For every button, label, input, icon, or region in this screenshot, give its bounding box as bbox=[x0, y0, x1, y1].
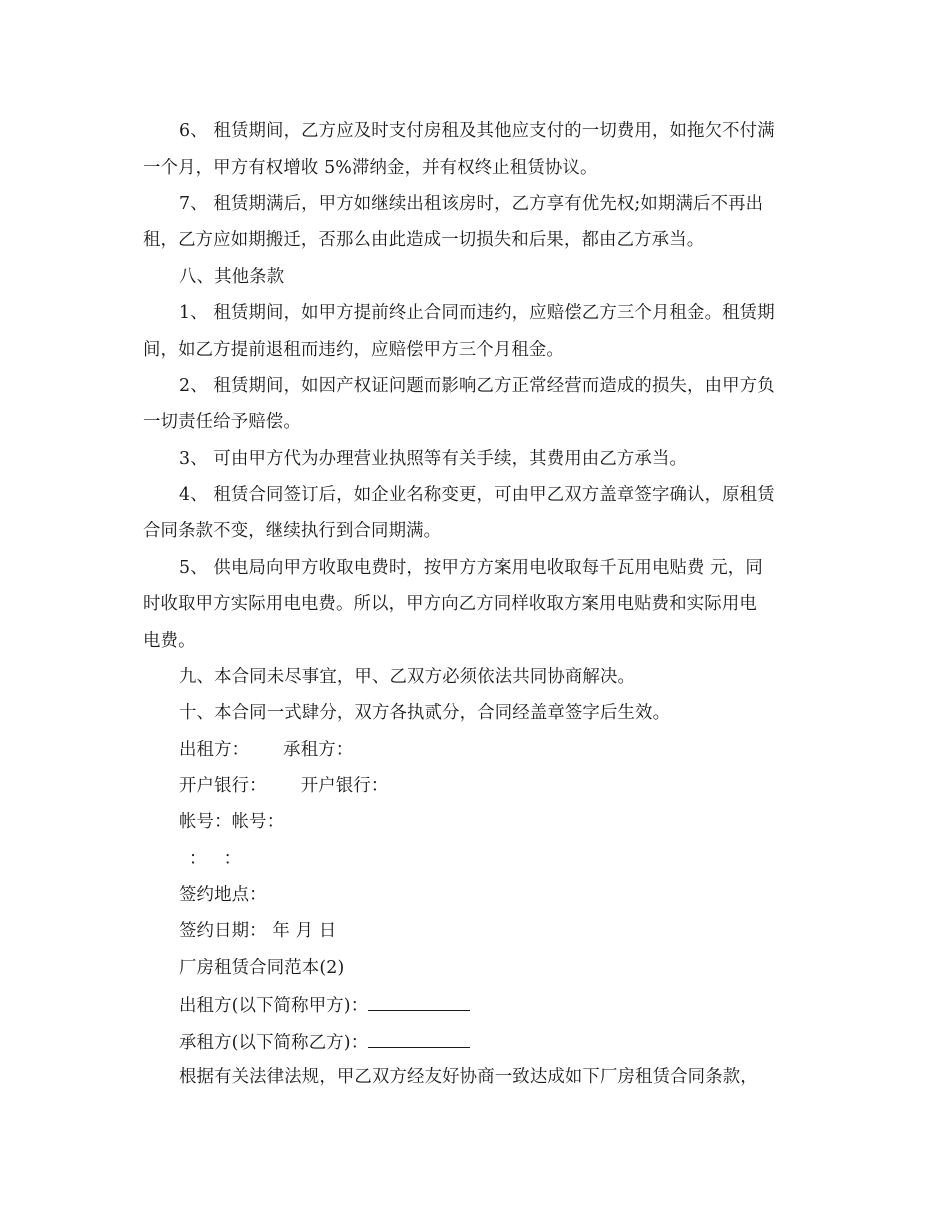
section-8-heading: 八、其他条款 bbox=[179, 267, 285, 287]
clause-6-line-1: 6、 租赁期间，乙方应及时支付房租及其他应支付的一切费用，如拖欠不付满 bbox=[179, 121, 775, 141]
next-section-title: 厂房租赁合同范本(2) bbox=[179, 958, 345, 978]
s8-clause-5-line-3: 电费。 bbox=[143, 631, 196, 651]
lessor-label: 出租方： bbox=[179, 740, 250, 760]
section-10: 十、本合同一式肆分，双方各执贰分，合同经盖章签字后生效。 bbox=[179, 703, 671, 723]
bank-line bbox=[179, 775, 849, 797]
s8-clause-3: 3、 可由甲方代为办理营业执照等有关手续，其费用由乙方承当。 bbox=[179, 449, 688, 469]
s8-clause-4-line-1: 4、 租赁合同签订后，如企业名称变更，可由甲乙双方盖章签字确认，原租赁 bbox=[179, 485, 775, 505]
party-a-blank bbox=[368, 993, 470, 1011]
party-a-label: 出租方(以下简称甲方)： bbox=[179, 996, 369, 1016]
section-9: 九、本合同未尽事宜，甲、乙双方必须依法共同协商解决。 bbox=[179, 667, 636, 687]
clause-6-line-2: 一个月，甲方有权增收 5%滞纳金，并有权终止租赁协议。 bbox=[143, 158, 598, 178]
account-line: 帐号：帐号： bbox=[179, 812, 285, 832]
s8-clause-5-line-1: 5、 供电局向甲方收取电费时，按甲方方案用电收取每千瓦用电贴费 元，同 bbox=[179, 558, 763, 578]
s8-clause-1-line-2: 间，如乙方提前退租而违约，应赔偿甲方三个月租金。 bbox=[143, 340, 564, 360]
s8-clause-1-line-1: 1、 租赁期间，如甲方提前终止合同而违约，应赔偿乙方三个月租金。租赁期 bbox=[179, 303, 775, 323]
clause-7-line-1: 7、 租赁期满后，甲方如继续出租该房时，乙方享有优先权;如期满后不再出 bbox=[179, 194, 764, 214]
colon-line bbox=[179, 848, 849, 870]
party-b-line bbox=[179, 1030, 849, 1054]
s8-clause-4-line-2: 合同条款不变，继续执行到合同期满。 bbox=[143, 521, 442, 541]
lessee-label: 承租方： bbox=[283, 740, 354, 760]
lessee-bank-label: 开户银行： bbox=[300, 776, 389, 796]
clause-7-line-2: 租，乙方应如期搬迁，否那么由此造成一切损失和后果，都由乙方承当。 bbox=[143, 230, 705, 250]
sign-date-line: 签约日期： 年 月 日 bbox=[179, 921, 337, 941]
sign-place-line: 签约地点： bbox=[179, 885, 267, 905]
party-b-blank bbox=[368, 1030, 470, 1048]
s8-clause-2-line-1: 2、 租赁期间，如因产权证问题而影响乙方正常经营而造成的损失，由甲方负 bbox=[179, 376, 775, 396]
party-a-line bbox=[179, 993, 849, 1017]
s8-clause-2-line-2: 一切责任给予赔偿。 bbox=[143, 412, 301, 432]
party-b-label: 承租方(以下简称乙方)： bbox=[179, 1033, 369, 1053]
lessor-bank-label: 开户银行： bbox=[179, 776, 267, 796]
colons: ： ： bbox=[189, 849, 242, 869]
party-signature-line bbox=[179, 739, 849, 761]
intro-line: 根据有关法律法规，甲乙双方经友好协商一致达成如下厂房租赁合同条款， bbox=[179, 1067, 758, 1087]
s8-clause-5-line-2: 时收取甲方实际用电电费。所以，甲方向乙方同样收取方案用电贴费和实际用电 bbox=[143, 594, 757, 614]
